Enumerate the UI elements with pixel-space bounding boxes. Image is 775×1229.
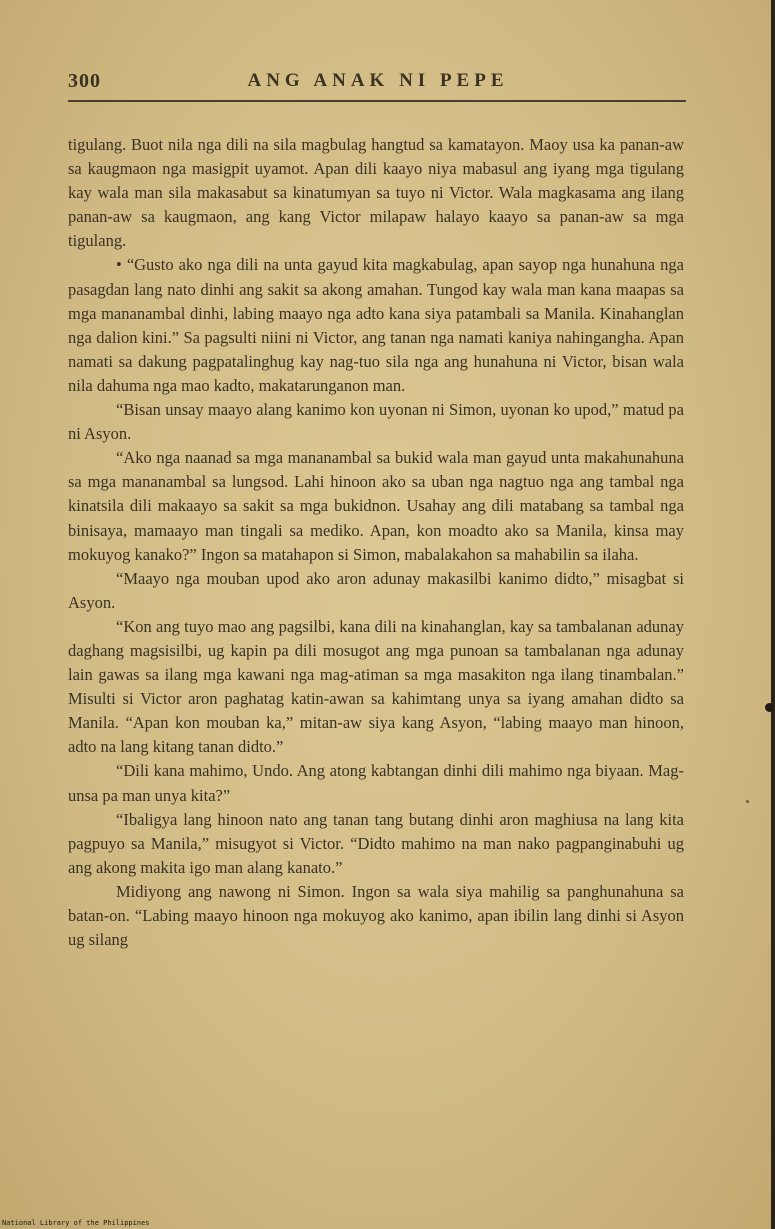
running-title: ANG ANAK NI PEPE bbox=[247, 70, 509, 91]
library-credit: National Library of the Philippines bbox=[2, 1219, 150, 1227]
paragraph-5: “Maayo nga mouban upod ako aron adunay makasilbi kanimo didto,” misagbat si Asyon. bbox=[68, 568, 684, 612]
paragraph-6: “Kon ang tuyo mao ang pagsilbi, kana dili na kinahanglan, kay sa tambalanan adunay daghang magsisilbi, ug kapin pa dili mosugot ang mga punoan sa tambalanan nga adunay lain gawas sa ilang mga kawani nga mag-atiman sa mga masakiton nga ilang tinambalan.” Misulti si Victor aron paghatag katin-awan sa kahimtang unya sa iyang amahan didto sa Manila. “Apan kon mouban ka,” mitan-aw siya kang Asyon, “labing maayo man hinoon, adto na lang kitang tanan didto.” bbox=[68, 616, 684, 757]
paragraph-3: “Bisan unsay maayo alang kanimo kon uyonan ni Simon, uyonan ko upod,” matud pa ni Asyon. bbox=[68, 400, 684, 444]
paragraph-1: tigulang. Buot nila nga dili na sila magbulag hangtud sa kamatayon. Maoy usa ka panan-aw sa kaugmaon nga masigpit uyamot. Apan dili kaayo niya mabasul ang iyang mga tigulang kay wala man sila makasabut sa kinatumyan sa tuyo ni Victor. Wala magkasama ang ilang panan-aw sa kaugmaon, ang kang Victor milapaw halayo kaayo sa panan-aw sa mga tigulang. bbox=[68, 135, 684, 251]
page-number: 300 bbox=[68, 70, 101, 92]
paragraph-8: “Ibaligya lang hinoon nato ang tanan tang butang dinhi aron maghiusa na lang kita pagpuyo sa Manila,” misugyot si Victor. “Didto mahimo na man nako pagpanginabuhi ug ang akong makita igo man alang kanato.” bbox=[68, 809, 684, 877]
header-rule bbox=[68, 100, 686, 102]
paragraph-7: “Dili kana mahimo, Undo. Ang atong kabtangan dinhi dili mahimo nga biyaan. Mag-unsa pa man unya kita?” bbox=[68, 761, 684, 805]
ink-speck bbox=[746, 800, 749, 803]
paragraph-2: • “Gusto ako nga dili na unta gayud kita magkabulag, apan sayop nga hunahuna nga pasagdan lang nato dinhi ang sakit sa akong amahan. Tungod kay wala man kana maapas sa mga mananambal dinhi, labing maayo nga adto kana siya patambali sa Manila. Kinahanglan nga dalion kini.” Sa pagsulti niini ni Victor, ang tanan nga namati kaniya nahingangha. Apan namati sa dakung pagpatalinghug kay nag-tuo sila nga ang hunahuna ni Victor, bisan wala nila dahuma nga mao kadto, makatarunganon man. bbox=[68, 255, 684, 395]
paragraph-4: “Ako nga naanad sa mga mananambal sa bukid wala man gayud unta makahunahuna sa mga mananambal sa lungsod. Lahi hinoon ako sa uban nga nagtuo nga ang tambal nga kinatsila dili makaayo sa sakit sa mga bukidnon. Usahay ang dili matabang sa tambal nga binisaya, mamaayo man tingali sa mediko. Apan, kon moadto ako sa Manila, kinsa may mokuyog kanako?” Ingon sa matahapon si Simon, mabalakahon sa mahabilin sa ilaha. bbox=[68, 448, 684, 564]
paragraph-9: Midiyong ang nawong ni Simon. Ingon sa wala siya mahilig sa panghunahuna sa batan-on. “Labing maayo hinoon nga mokuyog ako kanimo, apan ibilin lang dinhi si Asyon ug silang bbox=[68, 881, 684, 950]
page-header bbox=[68, 70, 688, 96]
page-edge-shadow bbox=[771, 0, 775, 1229]
body-text bbox=[68, 133, 684, 952]
ink-speck bbox=[765, 703, 774, 712]
